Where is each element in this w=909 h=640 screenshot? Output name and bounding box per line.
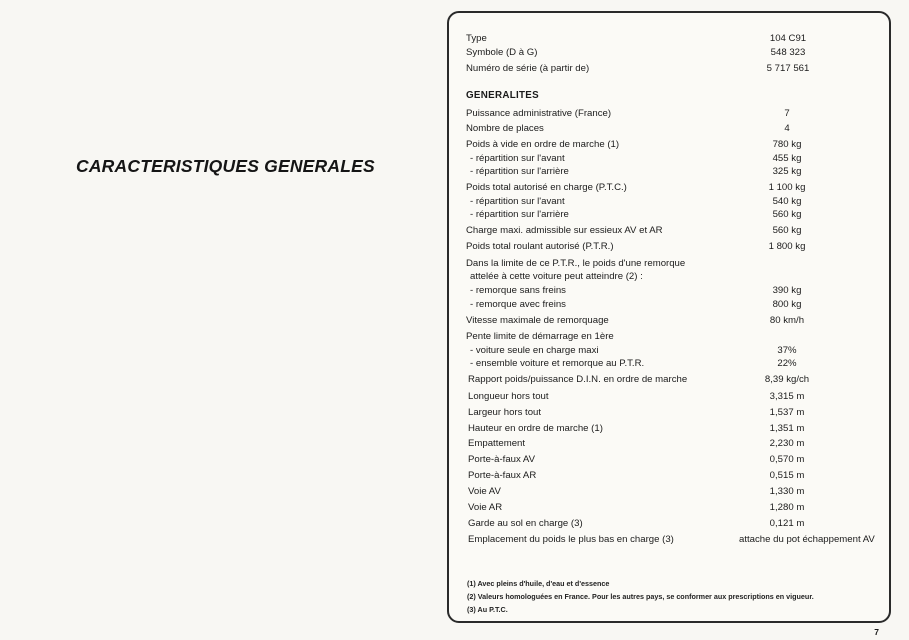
spec-label: - ensemble voiture et remorque au P.T.R. xyxy=(470,358,645,369)
spec-value: 1 800 kg xyxy=(768,241,806,252)
spec-value: 104 C91 xyxy=(769,33,807,44)
spec-label: Porte-à-faux AR xyxy=(468,470,537,481)
spec-value: 0,570 m xyxy=(769,454,805,465)
spec-value: 548 323 xyxy=(770,47,806,58)
spec-value: 1,330 m xyxy=(769,486,805,497)
spec-value: 780 kg xyxy=(772,139,802,150)
spec-label: - répartition sur l'avant xyxy=(470,196,565,207)
spec-value: 2,230 m xyxy=(769,438,805,449)
spec-label: - voiture seule en charge maxi xyxy=(470,345,599,356)
spec-value: 1,351 m xyxy=(769,423,805,434)
spec-value: 0,121 m xyxy=(769,518,805,529)
spec-value: 37% xyxy=(777,345,797,356)
spec-label: Symbole (D à G) xyxy=(466,47,538,58)
spec-label: attelée à cette voiture peut atteindre (2) : xyxy=(470,271,643,282)
spec-label: Hauteur en ordre de marche (1) xyxy=(468,423,603,434)
spec-label: Garde au sol en charge (3) xyxy=(468,518,583,529)
spec-value: 455 kg xyxy=(772,153,802,164)
spec-label: Empattement xyxy=(468,438,526,449)
spec-label: Pente limite de démarrage en 1ère xyxy=(466,331,614,342)
spec-label: Porte-à-faux AV xyxy=(468,454,536,465)
spec-label: Numéro de série (à partir de) xyxy=(466,63,590,74)
spec-value: 0,515 m xyxy=(769,470,805,481)
spec-label: Longueur hors tout xyxy=(468,391,549,402)
spec-label: Puissance administrative (France) xyxy=(466,108,612,119)
spec-label: Voie AV xyxy=(468,486,501,497)
spec-value: 390 kg xyxy=(772,285,802,296)
spec-label: - répartition sur l'arrière xyxy=(470,209,569,220)
spec-value: 22% xyxy=(777,358,797,369)
spec-label: Poids total roulant autorisé (P.T.R.) xyxy=(466,241,614,252)
spec-label: Type xyxy=(466,33,487,44)
spec-label: - répartition sur l'avant xyxy=(470,153,565,164)
spec-label: Voie AR xyxy=(468,502,503,513)
section-heading: GENERALITES xyxy=(466,90,539,101)
spec-value: 4 xyxy=(784,123,790,134)
spec-label: Nombre de places xyxy=(466,123,544,134)
spec-label: - remorque avec freins xyxy=(470,299,566,310)
spec-value: 325 kg xyxy=(772,166,802,177)
spec-value: 1 100 kg xyxy=(768,182,806,193)
spec-value: 8,39 kg/ch xyxy=(764,374,810,385)
spec-label: - répartition sur l'arrière xyxy=(470,166,569,177)
spec-label: Emplacement du poids le plus bas en charge (3) xyxy=(468,534,674,545)
spec-value: 540 kg xyxy=(772,196,802,207)
spec-label: Poids total autorisé en charge (P.T.C.) xyxy=(466,182,627,193)
spec-label: Rapport poids/puissance D.I.N. en ordre de marche xyxy=(468,374,688,385)
spec-value: 5 717 561 xyxy=(766,63,810,74)
spec-label: - remorque sans freins xyxy=(470,285,566,296)
footnote: (3) Au P.T.C. xyxy=(467,605,508,614)
spec-label: Dans la limite de ce P.T.R., le poids d'une remorque xyxy=(466,258,686,269)
page-title: CARACTERISTIQUES GENERALES xyxy=(76,156,375,176)
spec-box xyxy=(447,11,891,623)
spec-value: 7 xyxy=(784,108,790,119)
footnote: (2) Valeurs homologuées en France. Pour les autres pays, se conformer aux prescriptions en vigueur. xyxy=(467,592,814,601)
spec-value: 560 kg xyxy=(772,209,802,220)
spec-label: Largeur hors tout xyxy=(468,407,542,418)
spec-label: Vitesse maximale de remorquage xyxy=(466,315,609,326)
spec-value: 800 kg xyxy=(772,299,802,310)
spec-value: 3,315 m xyxy=(769,391,805,402)
spec-value: attache du pot échappement AV xyxy=(739,534,875,545)
page-number: 7 xyxy=(874,627,879,637)
spec-value: 1,537 m xyxy=(769,407,805,418)
spec-value: 560 kg xyxy=(772,225,802,236)
footnote: (1) Avec pleins d'huile, d'eau et d'essence xyxy=(467,579,610,588)
spec-value: 1,280 m xyxy=(769,502,805,513)
spec-label: Poids à vide en ordre de marche (1) xyxy=(466,139,620,150)
spec-value: 80 km/h xyxy=(769,315,805,326)
spec-label: Charge maxi. admissible sur essieux AV et AR xyxy=(466,225,663,236)
